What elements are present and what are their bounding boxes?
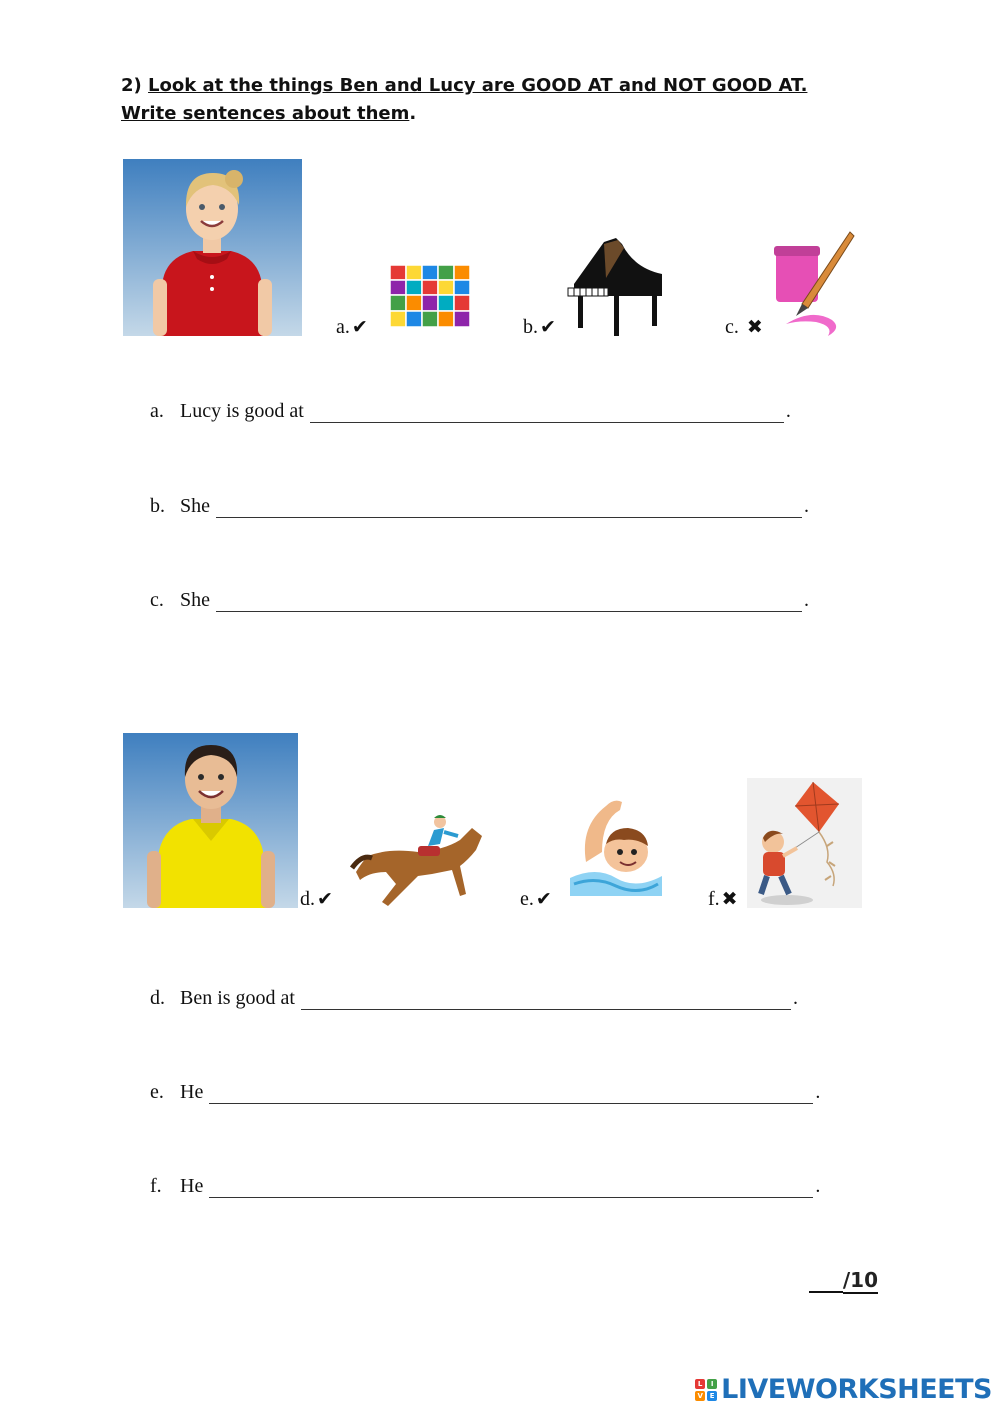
item-c-marker: c. ✖ xyxy=(725,316,763,338)
answer-blank-c[interactable] xyxy=(216,593,802,612)
sentence-d: d. Ben is good at . xyxy=(150,987,798,1009)
jigsaw-puzzle-icon xyxy=(388,263,472,329)
instruction-line-2: Write sentences about them xyxy=(121,103,410,124)
grand-piano-icon xyxy=(564,234,666,338)
liveworksheets-logo xyxy=(695,1374,992,1405)
ben-portrait xyxy=(123,733,298,908)
lucy-portrait xyxy=(123,159,302,336)
sentence-a: a. Lucy is good at . xyxy=(150,400,791,422)
brand-name: LIVEWORKSHEETS xyxy=(721,1374,992,1405)
horse-riding-icon xyxy=(348,810,488,910)
score-blank[interactable] xyxy=(809,1273,843,1293)
sentence-e: e. He . xyxy=(150,1081,821,1103)
check-icon: ✔ xyxy=(535,888,552,910)
item-f-marker: f. ✖ xyxy=(708,888,738,910)
check-icon: ✔ xyxy=(317,888,333,910)
instructions: 2) Look at the things Ben and Lucy are GOOD AT and NOT GOOD AT. Write sentences about them. xyxy=(121,75,808,124)
answer-blank-a[interactable] xyxy=(310,404,784,423)
sentence-b: b. She . xyxy=(150,495,809,517)
answer-blank-f[interactable] xyxy=(209,1179,813,1198)
answer-blank-d[interactable] xyxy=(301,991,791,1010)
score-total: /10 xyxy=(809,1268,878,1293)
answer-blank-b[interactable] xyxy=(216,499,802,518)
item-b-marker: b. ✔ xyxy=(523,316,556,338)
check-icon: ✔ xyxy=(351,316,368,338)
answer-blank-e[interactable] xyxy=(209,1085,813,1104)
cross-icon: ✖ xyxy=(721,888,738,910)
item-d-marker: d. ✔ xyxy=(300,888,333,910)
instruction-line-1: Look at the things Ben and Lucy are GOOD AT and NOT GOOD AT. xyxy=(148,75,808,96)
sentence-f: f. He . xyxy=(150,1175,821,1197)
paint-brush-icon xyxy=(772,228,856,338)
swimming-icon xyxy=(566,796,666,896)
item-e-marker: e. ✔ xyxy=(520,888,552,910)
kite-flying-icon xyxy=(747,778,862,908)
check-icon: ✔ xyxy=(540,316,556,338)
cross-icon: ✖ xyxy=(746,316,763,338)
sentence-c: c. She . xyxy=(150,589,809,611)
item-a-marker: a. ✔ xyxy=(336,316,368,338)
question-number: 2) xyxy=(121,75,142,96)
liveworksheets-logo-icon: L I V E xyxy=(695,1379,717,1401)
